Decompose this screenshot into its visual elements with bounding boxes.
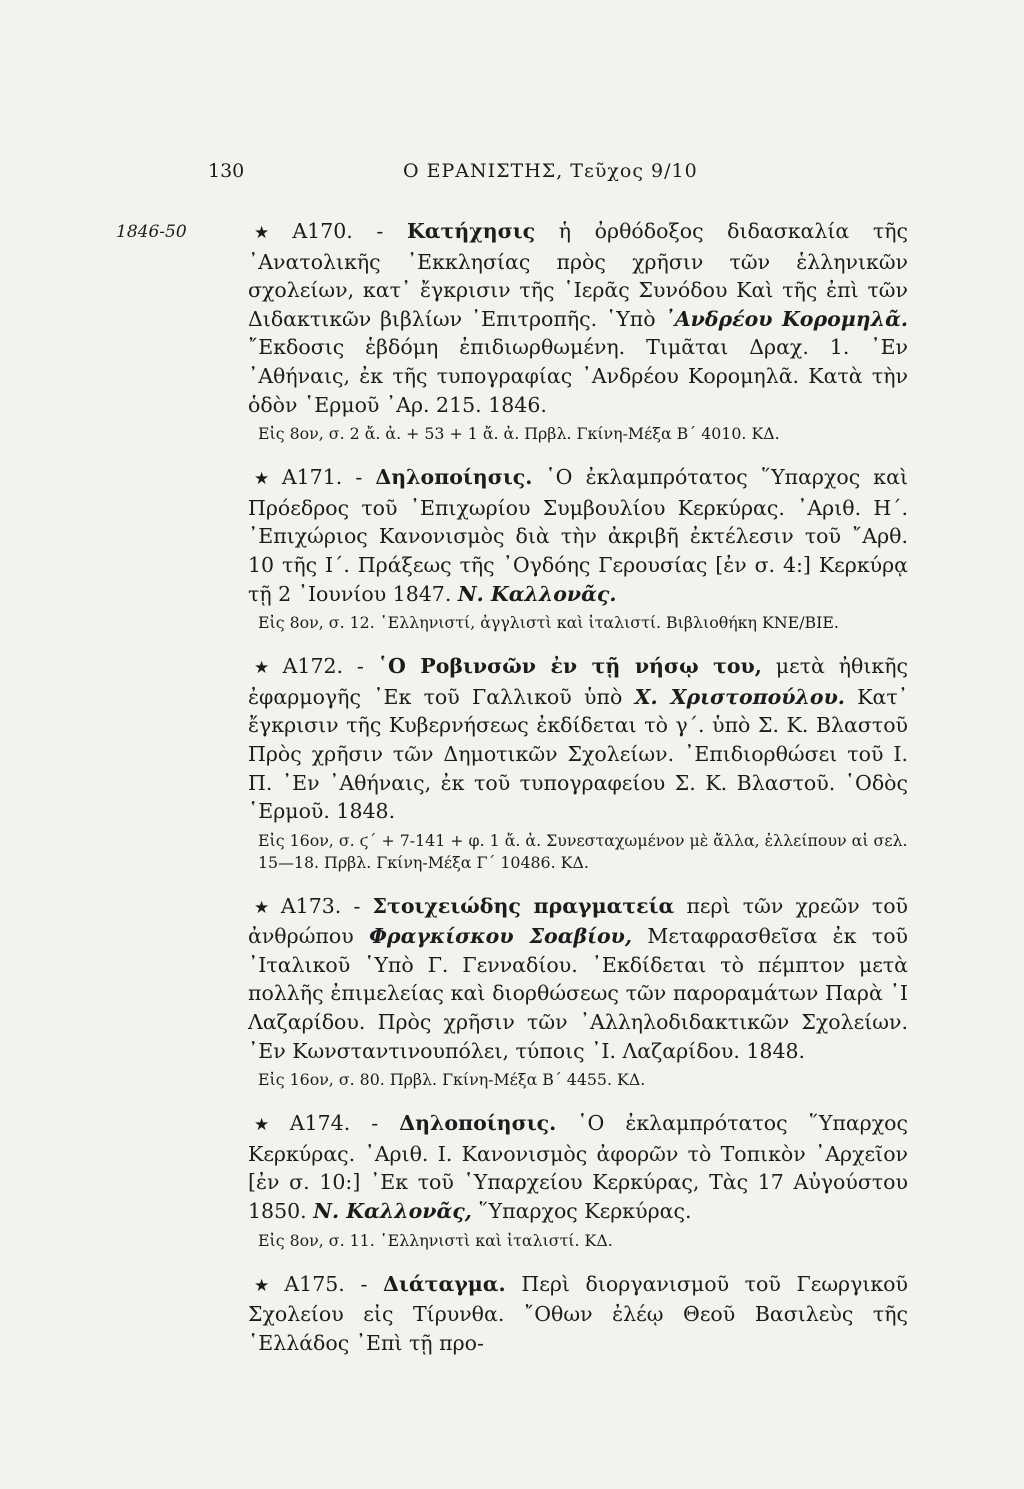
star-icon: ★ (254, 223, 287, 243)
catalog-entry-a174 (248, 1109, 908, 1251)
entry-text-cont: Κατ᾿ ἔγκρισιν τῆς Κυβερνήσεως ἐκδίδεται τὸ γ΄. ὑπὸ Σ. Κ. Βλαστοῦ Πρὸς χρῆσιν τῶν Δημοτικῶν Σχολείων. ᾿Επιδιορθώσει τοῦ Ι. Π. ᾿Εν ᾿Αθήναις, ἐκ τοῦ τυπογραφείου Σ. Κ. Βλαστοῦ. ῾Οδὸς ῾Ερμοῦ. 1848. (248, 684, 908, 824)
entry-text-cont: ῎Εκδοσις ἑβδόμη ἐπιδιωρθωμένη. Τιμᾶται Δραχ. 1. ᾿Εν ᾿Αθήναις, ἐκ τῆς τυπογραφίας ᾿Ανδρέου Κορομηλᾶ. Κατὰ τὴν ὁδὸν ῾Ερμοῦ ᾿Αρ. 215. 1846. (248, 335, 908, 417)
catalog-entry-a173 (248, 892, 908, 1092)
star-icon: ★ (254, 1275, 279, 1296)
entry-author: Ν. Καλλονᾶς. (457, 581, 617, 606)
entry-author: Χ. Χριστοπούλου. (634, 684, 845, 709)
entry-separator: - (342, 465, 376, 490)
star-icon: ★ (254, 658, 277, 679)
entry-code: Α174. (289, 1111, 351, 1136)
entry-text-cont: Μεταφρασθεῖσα ἐκ τοῦ ᾿Ιταλικοῦ ῾Υπὸ Γ. Γενναδίου. ᾿Εκδίδεται τὸ πέμπτον μετὰ πολλῆς ἐπιμελείας καὶ διορθώσεως τῶν παροραμάτων Παρὰ ᾿Ι Λαζαρίδου. Πρὸς χρῆσιν τῶν ᾿Αλληλοδιδακτικῶν Σχολείων. ᾿Εν Κωνσταντινουπόλει, τύποις ᾿Ι. Λαζαρίδου. 1848. (248, 924, 908, 1063)
entry-author: Φραγκίσκου Σοαβίου, (369, 924, 633, 949)
entry-title: ῾Ο Ροβινσῶν ἐν τῇ νήσῳ του, (377, 654, 762, 679)
entry-code: Α173. (280, 893, 342, 918)
entry-meta: Εἰς 8ον, σ. 11. ῾Ελληνιστὶ καὶ ἰταλιστί. ΚΔ. (258, 1230, 613, 1250)
catalog-entries (248, 217, 908, 1357)
entry-meta: Εἰς 16ον, σ. ϛ΄ + 7-141 + φ. 1 ἄ. ἀ. Συνεσταχωμένον μὲ ἄλλα, ἐλλείπουν αἱ σελ. 15—18. Πρβλ. Γκίνη-Μέξα Γ΄ 10486. ΚΔ. (258, 830, 908, 872)
entry-text: ἡ ὀρθόδοξος διδασκαλία τῆς ᾿Ανατολικῆς ᾿Εκκλησίας πρὸς χρῆσιν τῶν ἑλληνικῶν σχολείων, κατ᾿ ἔγκρισιν τῆς ῾Ιερᾶς Συνόδου Καὶ τῆς ἐπὶ τῶν Διδακτικῶν βιβλίων ᾿Επιτροπῆς. ῾Υπὸ (248, 219, 908, 331)
entry-code: Α175. (284, 1271, 345, 1296)
catalog-entry-a175 (248, 1270, 908, 1358)
entry-title: Δηλοποίησις. (375, 465, 533, 490)
page-number: 130 (208, 160, 245, 182)
entry-separator: - (341, 893, 373, 918)
entry-title: Δηλοποίησις. (399, 1111, 557, 1136)
entry-title: Στοιχειώδης πραγματεία (372, 893, 675, 918)
entry-meta: Εἰς 16ον, σ. 80. Πρβλ. Γκίνη-Μέξα Β΄ 4455. ΚΔ. (258, 1070, 646, 1090)
entry-code: Α172. (282, 654, 344, 679)
entry-meta: Εἰς 8ον, σ. 2 ἄ. ἀ. + 53 + 1 ἄ. ἀ. Πρβλ. Γκίνη-Μέξα Β΄ 4010. ΚΔ. (258, 424, 780, 444)
star-icon: ★ (254, 897, 275, 918)
entry-title: Διάταγμα. (383, 1271, 506, 1296)
side-date-range: 1846-50 (116, 222, 187, 242)
entry-text: ῾Ο ἐκλαμπρότατος ῞Υπαρχος καὶ Πρόεδρος τοῦ ᾿Επιχωρίου Συμβουλίου Κερκύρας. ᾿Αριθ. Η΄. ᾿Επιχώριος Κανονισμὸς διὰ τὴν ἀκριβῆ ἐκτέλεσιν τοῦ ῎Αρθ. 10 τῆς Ι΄. Πράξεως τῆς ᾿Ογδόης Γερουσίας [ἐν σ. 4:] Κερκύρᾳ τῇ 2 ᾿Ιουνίου 1847. (248, 465, 908, 606)
entry-code: Α170. (292, 219, 353, 243)
entry-text-cont: ῞Υπαρχος Κερκύρας. (471, 1199, 692, 1224)
catalog-entry-a170 (248, 217, 908, 445)
entry-text: περὶ τῶν χρεῶν τοῦ ἀνθρώπου (248, 893, 908, 949)
entry-separator: - (352, 219, 407, 243)
entry-separator: - (350, 1111, 400, 1136)
star-icon: ★ (254, 469, 276, 490)
entry-meta: Εἰς 8ον, σ. 12. ῾Ελληνιστί, ἀγγλιστὶ καὶ ἰταλιστί. Βιβλιοθήκη ΚΝΕ/ΒΙΕ. (258, 613, 839, 633)
entry-author: Ν. Καλλονᾶς, (313, 1199, 472, 1224)
entry-code: Α171. (281, 465, 343, 490)
entry-title: Κατήχησις (406, 219, 536, 243)
entry-author: ᾿Ανδρέου Κορομηλᾶ. (664, 306, 908, 331)
star-icon: ★ (254, 1115, 284, 1136)
catalog-entry-a172 (248, 652, 908, 874)
entry-text: ῾Ο ἐκλαμπρότατος ῞Υπαρχος Κερκύρας. ᾿Αριθ. Ι. Κανονισμὸς ἀφορῶν τὸ Τοπικὸν ᾿Αρχεῖον [ἐν σ. 10:] ᾿Εκ τοῦ ῾Υπαρχείου Κερκύρας, Τὰς 17 Αὐγούστου 1850. (248, 1111, 908, 1224)
catalog-entry-a171 (248, 463, 908, 634)
entry-separator: - (343, 654, 378, 679)
running-title: Ο ΕΡΑΝΙΣΤΗΣ, Τεῦχος 9/10 (403, 160, 698, 182)
entry-separator: - (344, 1271, 384, 1296)
entry-text: Περὶ διοργανισμοῦ τοῦ Γεωργικοῦ Σχολείου εἰς Τίρυνθα. ῎Οθων ἐλέῳ Θεοῦ Βασιλεὺς τῆς ῾Ελλάδος ᾿Επὶ τῇ προ- (248, 1271, 908, 1355)
entry-text: μετὰ ἠθικῆς ἐφαρμογῆς ᾿Εκ τοῦ Γαλλικοῦ ὑπὸ (248, 654, 908, 709)
